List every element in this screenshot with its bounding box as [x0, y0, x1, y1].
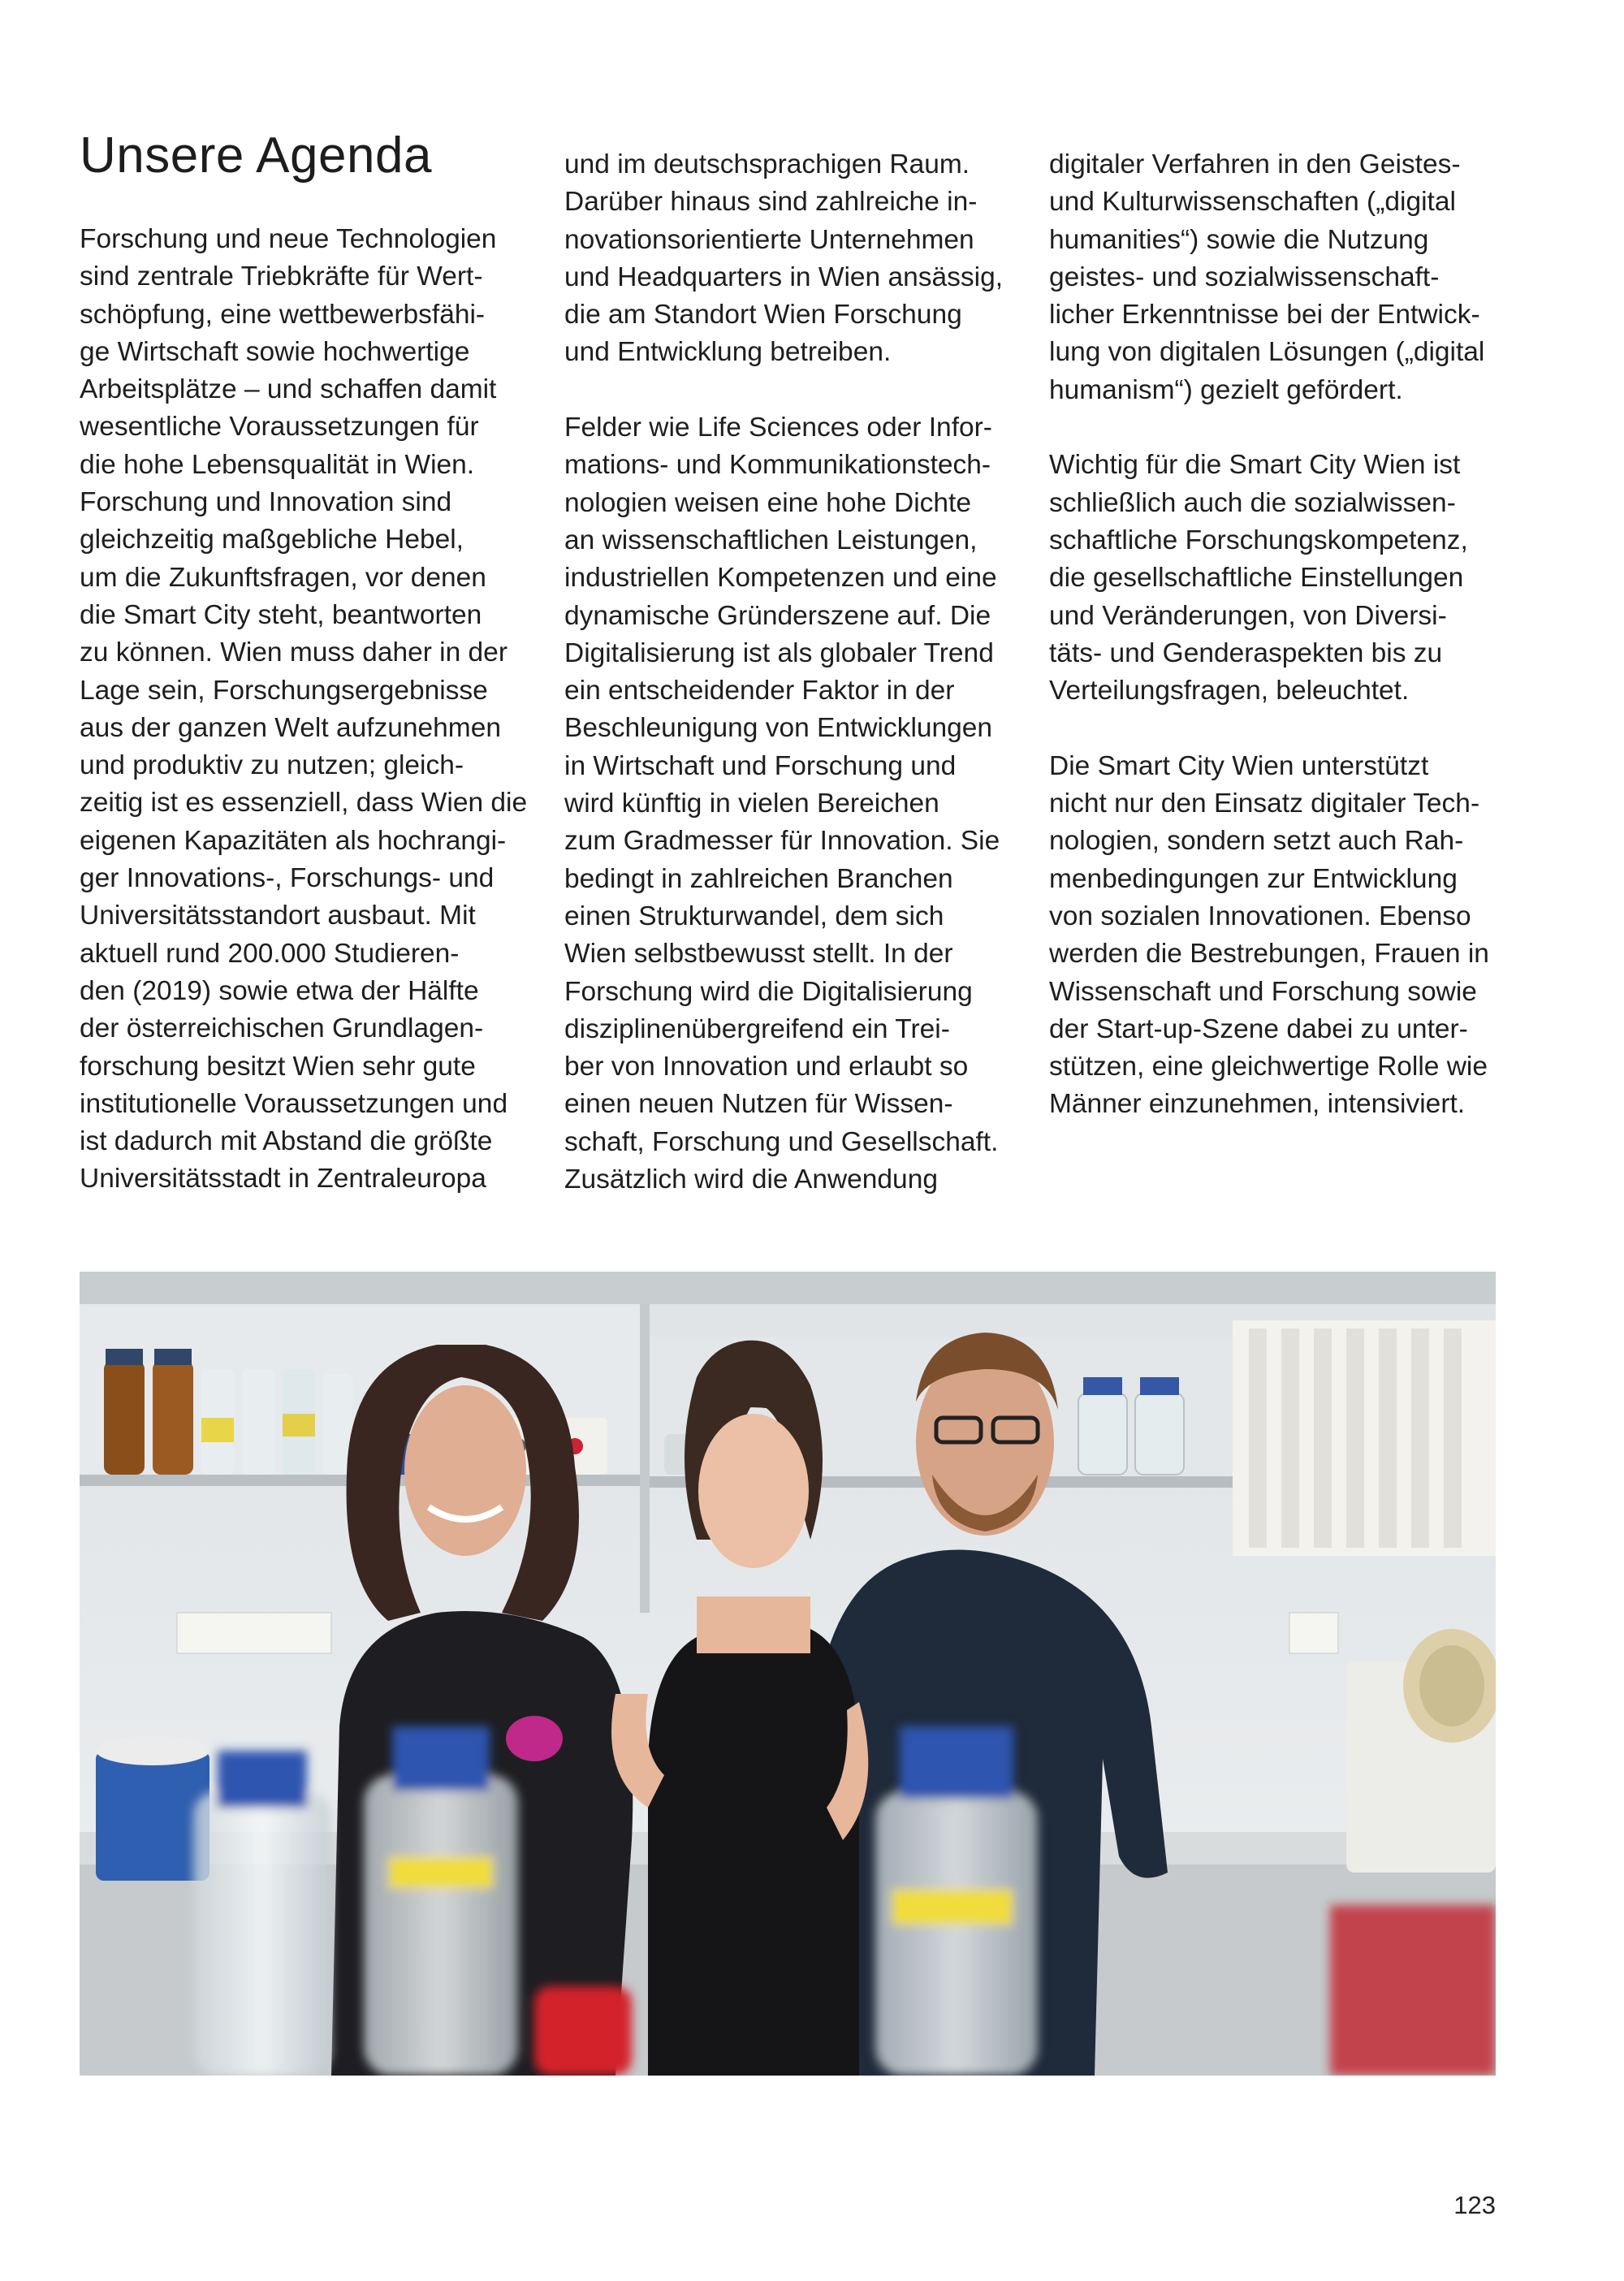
text-column-2 — [564, 146, 1023, 1199]
paragraph: Felder wie Life Sciences oder Infor- mations- und Kommunikationstech- nologien weisen eine hohe Dichte an wissenschaftlichen Leistungen, industriellen Kompetenzen und eine dynamische Gründerszene auf. Die Digitalisierung ist als globaler Trend ein entscheidender Faktor in der Beschleunigung von Entwicklungen in Wirtschaft und Forschung und wird künftig in vielen Bereichen zum Gradmesser für Innovation. Sie bedingt in zahlreichen Branchen einen Strukturwandel, dem sich Wien selbstbewusst stellt. In der Forschung wird die Digitalisierung disziplinenübergreifend ein Trei- ber von Innovation und erlaubt so einen neuen Nutzen für Wissen- schaft, Forschung und Gesellschaft. Zusätzlich wird die Anwendung — [564, 413, 1000, 1195]
page-title: Unsere Agenda — [80, 127, 432, 184]
text-column-3 — [1049, 146, 1508, 1124]
paragraph: Die Smart City Wien unterstützt nicht nur den Einsatz digitaler Tech- nologien, sondern setzt auch Rah- menbedingungen zur Entwicklung von sozialen Innovationen. Ebenso werden die Bestrebungen, Frauen in Wissenschaft und Forschung sowie der Start-up-Szene dabei zu unter- stützen, eine gleichwertige Rolle wie Männer einzunehmen, intensiviert. — [1049, 750, 1489, 1120]
paragraph: Wichtig für die Smart City Wien ist schließlich auch die sozialwissen- schaftliche Forschungskompetenz, die gesellschaftliche Einstellungen und Veränderungen, von Diversi- täts- und Genderaspekten bis zu Verteilungsfragen, beleuchtet. — [1049, 450, 1468, 706]
text-column-1 — [80, 221, 538, 1199]
paragraph: digitaler Verfahren in den Geistes- und Kulturwissenschaften („digital humanities“) sowie die Nutzung geistes- und sozialwissenschaft- licher Erkenntnisse bei der Entwick- lung von digitalen Lösungen („digital humanism“) gezielt gefördert. — [1049, 149, 1485, 405]
paragraph: Forschung und neue Technologien sind zentrale Triebkräfte für Wert- schöpfung, eine wettbewerbsfähi- ge Wirtschaft sowie hochwertige Arbeitsplätze – und schaffen damit wesentliche Voraussetzungen für die hohe Lebensqualität in Wien. Forschung und Innovation sind gleichzeitig maßgebliche Hebel, um die Zukunftsfragen, vor denen die Smart City steht, beantworten zu können. Wien muss daher in der Lage sein, Forschungsergebnisse aus der ganzen Welt aufzunehmen und produktiv zu nutzen; gleich- zeitig ist es essenziell, dass Wien die eigenen Kapazitäten als hochrangi- ger Innovations-, Forschungs- und Universitätsstandort ausbaut. Mit aktuell rund 200.000 Studieren- den (2019) sowie etwa der Hälfte der österreichischen Grundlagen- forschung besitzt Wien sehr gute institutionelle Voraussetzungen und ist dadurch mit Abstand die größte Universitätsstadt in Zentraleuropa — [80, 224, 528, 1195]
paragraph: und im deutschsprachigen Raum. Darüber hinaus sind zahlreiche in- novationsorientierte Unternehmen und Headquarters in Wien ansässig, die am Standort Wien Forschung und Entwicklung betreiben. — [564, 149, 1004, 368]
page-number: 123 — [1453, 2191, 1496, 2219]
lab-team-photo — [80, 1272, 1496, 2076]
